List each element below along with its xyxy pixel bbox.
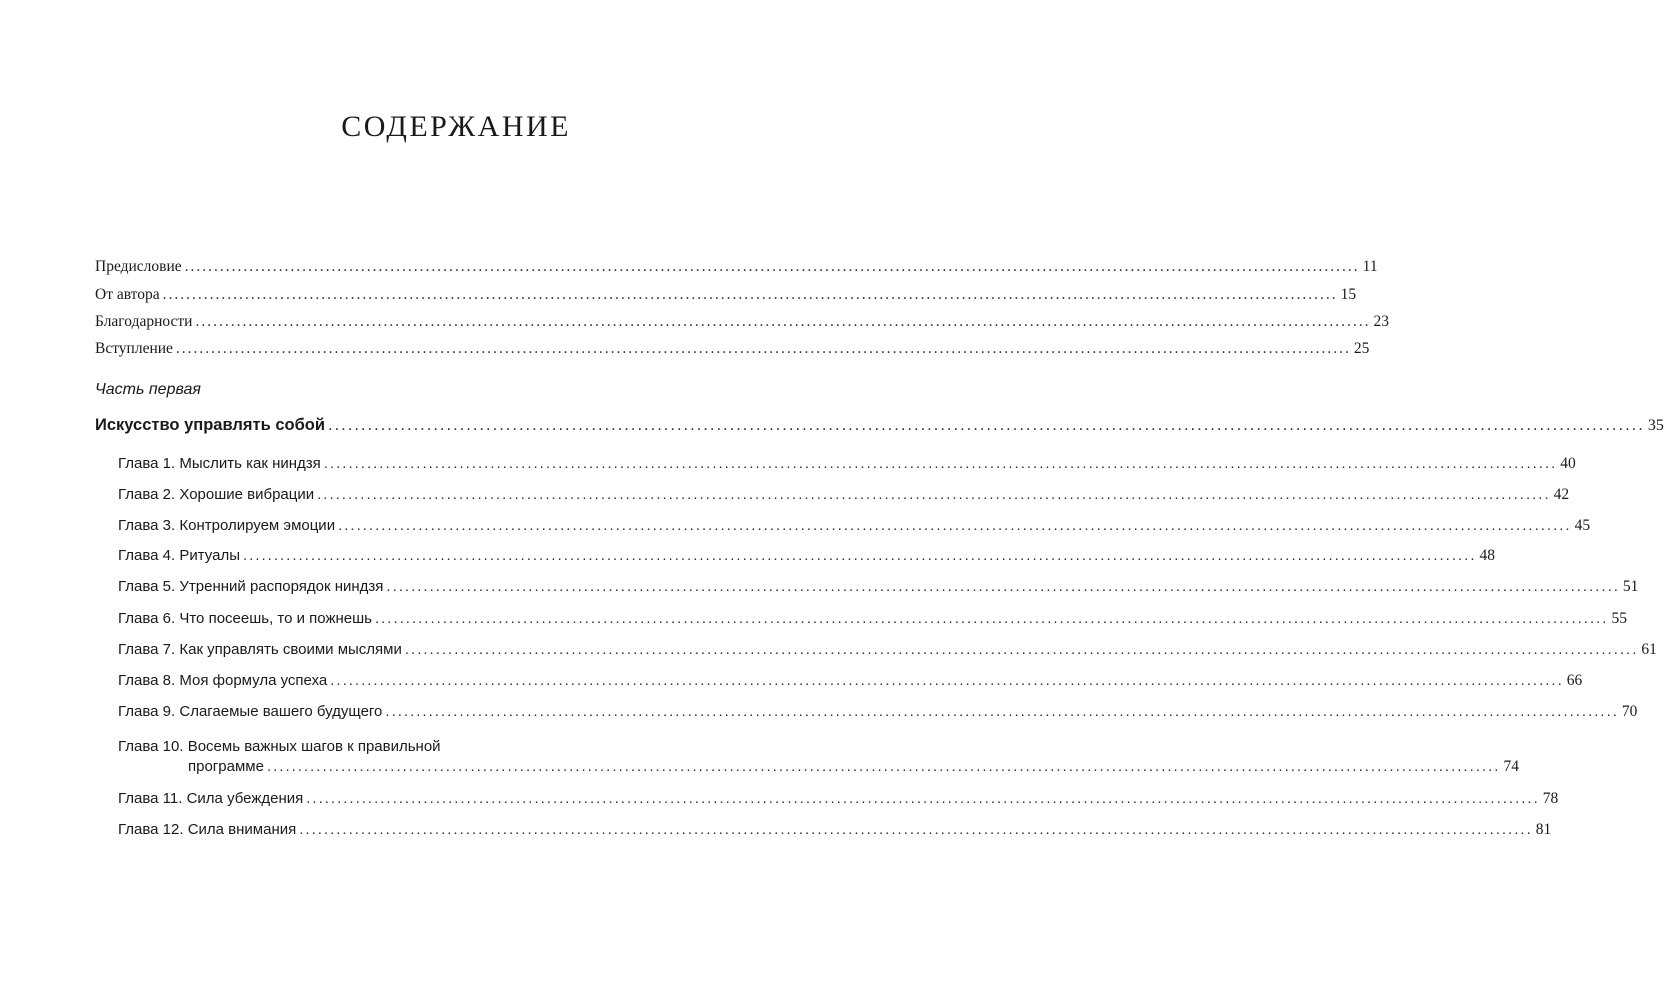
chapter-page: 48: [1479, 547, 1495, 564]
toc-chapter-entry: [0, 486, 1570, 512]
toc-chapter-entry: [0, 641, 1657, 667]
chapter-page: 45: [1574, 517, 1591, 534]
dot-leader: ........................................................................................................................................................................................................: [386, 578, 1620, 595]
part-title: Искусство управлять собой: [95, 416, 325, 434]
toc-entry-page: 23: [1373, 313, 1389, 330]
toc-entry-label: Благодарности: [95, 313, 193, 330]
toc-chapter-entry: [0, 455, 1576, 481]
chapter-label: Глава 2. Хорошие вибрации: [118, 486, 315, 503]
toc-entry-preface: [0, 258, 1378, 284]
chapter-page: 61: [1641, 641, 1657, 658]
part-label: Часть первая: [95, 381, 201, 398]
chapter-label: Глава 4. Ритуалы: [118, 547, 240, 564]
chapter-page: 78: [1542, 790, 1559, 807]
toc-chapter-entry: [0, 758, 1519, 784]
toc-chapter-entry: [0, 790, 1559, 816]
dot-leader: ........................................................................................................................................................................................................: [299, 821, 1533, 838]
chapter-label: Глава 5. Утренний распорядок ниндзя: [118, 578, 384, 595]
chapter-label: Глава 11. Сила убеждения: [118, 790, 304, 807]
dot-leader: ........................................................................................................................................................................................................: [338, 517, 1572, 534]
chapter-page: 74: [1503, 758, 1519, 775]
dot-leader: ........................................................................................................................................................................................................: [330, 672, 1564, 689]
chapter-page: 70: [1621, 703, 1638, 720]
toc-entry-acknowledgements: [0, 313, 1389, 339]
toc-chapter-entry: [0, 547, 1495, 573]
chapter-page: 51: [1622, 578, 1639, 595]
toc-entry-label: От автора: [95, 286, 160, 303]
toc-entry-page: 15: [1340, 286, 1357, 303]
dot-leader: ........................................................................................................................................................................................................: [175, 340, 1351, 357]
dot-leader: ........................................................................................................................................................................................................: [243, 547, 1477, 564]
dot-leader: ........................................................................................................................................................................................................: [385, 703, 1619, 720]
toc-chapter-entry: [0, 610, 1627, 636]
chapter-label: Глава 12. Сила внимания: [118, 821, 297, 838]
toc-entry-page: 25: [1353, 340, 1370, 357]
toc-entry-from-author: [0, 286, 1357, 312]
chapter-page: 81: [1535, 821, 1552, 838]
dot-leader: ........................................................................................................................................................................................................: [184, 258, 1360, 275]
dot-leader: ........................................................................................................................................................................................................: [323, 455, 1558, 472]
chapter-label: Глава 8. Моя формула успеха: [118, 672, 328, 689]
chapter-label: Глава 6. Что посеешь, то и пожнешь: [118, 610, 372, 627]
toc-entry-page: 11: [1362, 258, 1378, 275]
dot-leader: ........................................................................................................................................................................................................: [328, 416, 1645, 434]
chapter-label: Глава 3. Контролируем эмоции: [118, 517, 336, 534]
dot-leader: ........................................................................................................................................................................................................: [317, 486, 1551, 503]
chapter-label: Глава 1. Мыслить как ниндзя: [118, 455, 321, 472]
toc-chapter-entry: [0, 578, 1639, 604]
chapter-page: 55: [1611, 610, 1627, 627]
toc-chapter-entry: [0, 517, 1591, 543]
chapter-page: 42: [1553, 486, 1570, 503]
toc-entry-label: Предисловие: [95, 258, 182, 275]
dot-leader: ........................................................................................................................................................................................................: [162, 286, 1338, 303]
toc-entry-label: Вступление: [95, 340, 173, 357]
toc-chapter-entry: [0, 703, 1638, 729]
dot-leader: ........................................................................................................................................................................................................: [374, 610, 1609, 627]
chapter-label-second-line: программе: [188, 758, 264, 775]
chapter-page: 40: [1560, 455, 1576, 472]
toc-entry-introduction: [0, 340, 1370, 366]
dot-leader: ........................................................................................................................................................................................................: [266, 758, 1501, 775]
dot-leader: ........................................................................................................................................................................................................: [306, 790, 1540, 807]
chapter-label-first-line: Глава 10. Восемь важных шагов к правильной: [118, 738, 441, 755]
chapter-page: 66: [1566, 672, 1583, 689]
toc-part-entry: [0, 416, 1664, 442]
toc-chapter-entry: [0, 821, 1552, 847]
toc-entry-page: 35: [1647, 417, 1664, 434]
chapter-label: Глава 7. Как управлять своими мыслями: [118, 641, 402, 658]
toc-chapter-entry: [0, 672, 1583, 698]
dot-leader: ........................................................................................................................................................................................................: [195, 313, 1371, 330]
page-title: СОДЕРЖАНИЕ: [341, 110, 571, 144]
dot-leader: ........................................................................................................................................................................................................: [404, 641, 1639, 658]
chapter-label: Глава 9. Слагаемые вашего будущего: [118, 703, 383, 720]
